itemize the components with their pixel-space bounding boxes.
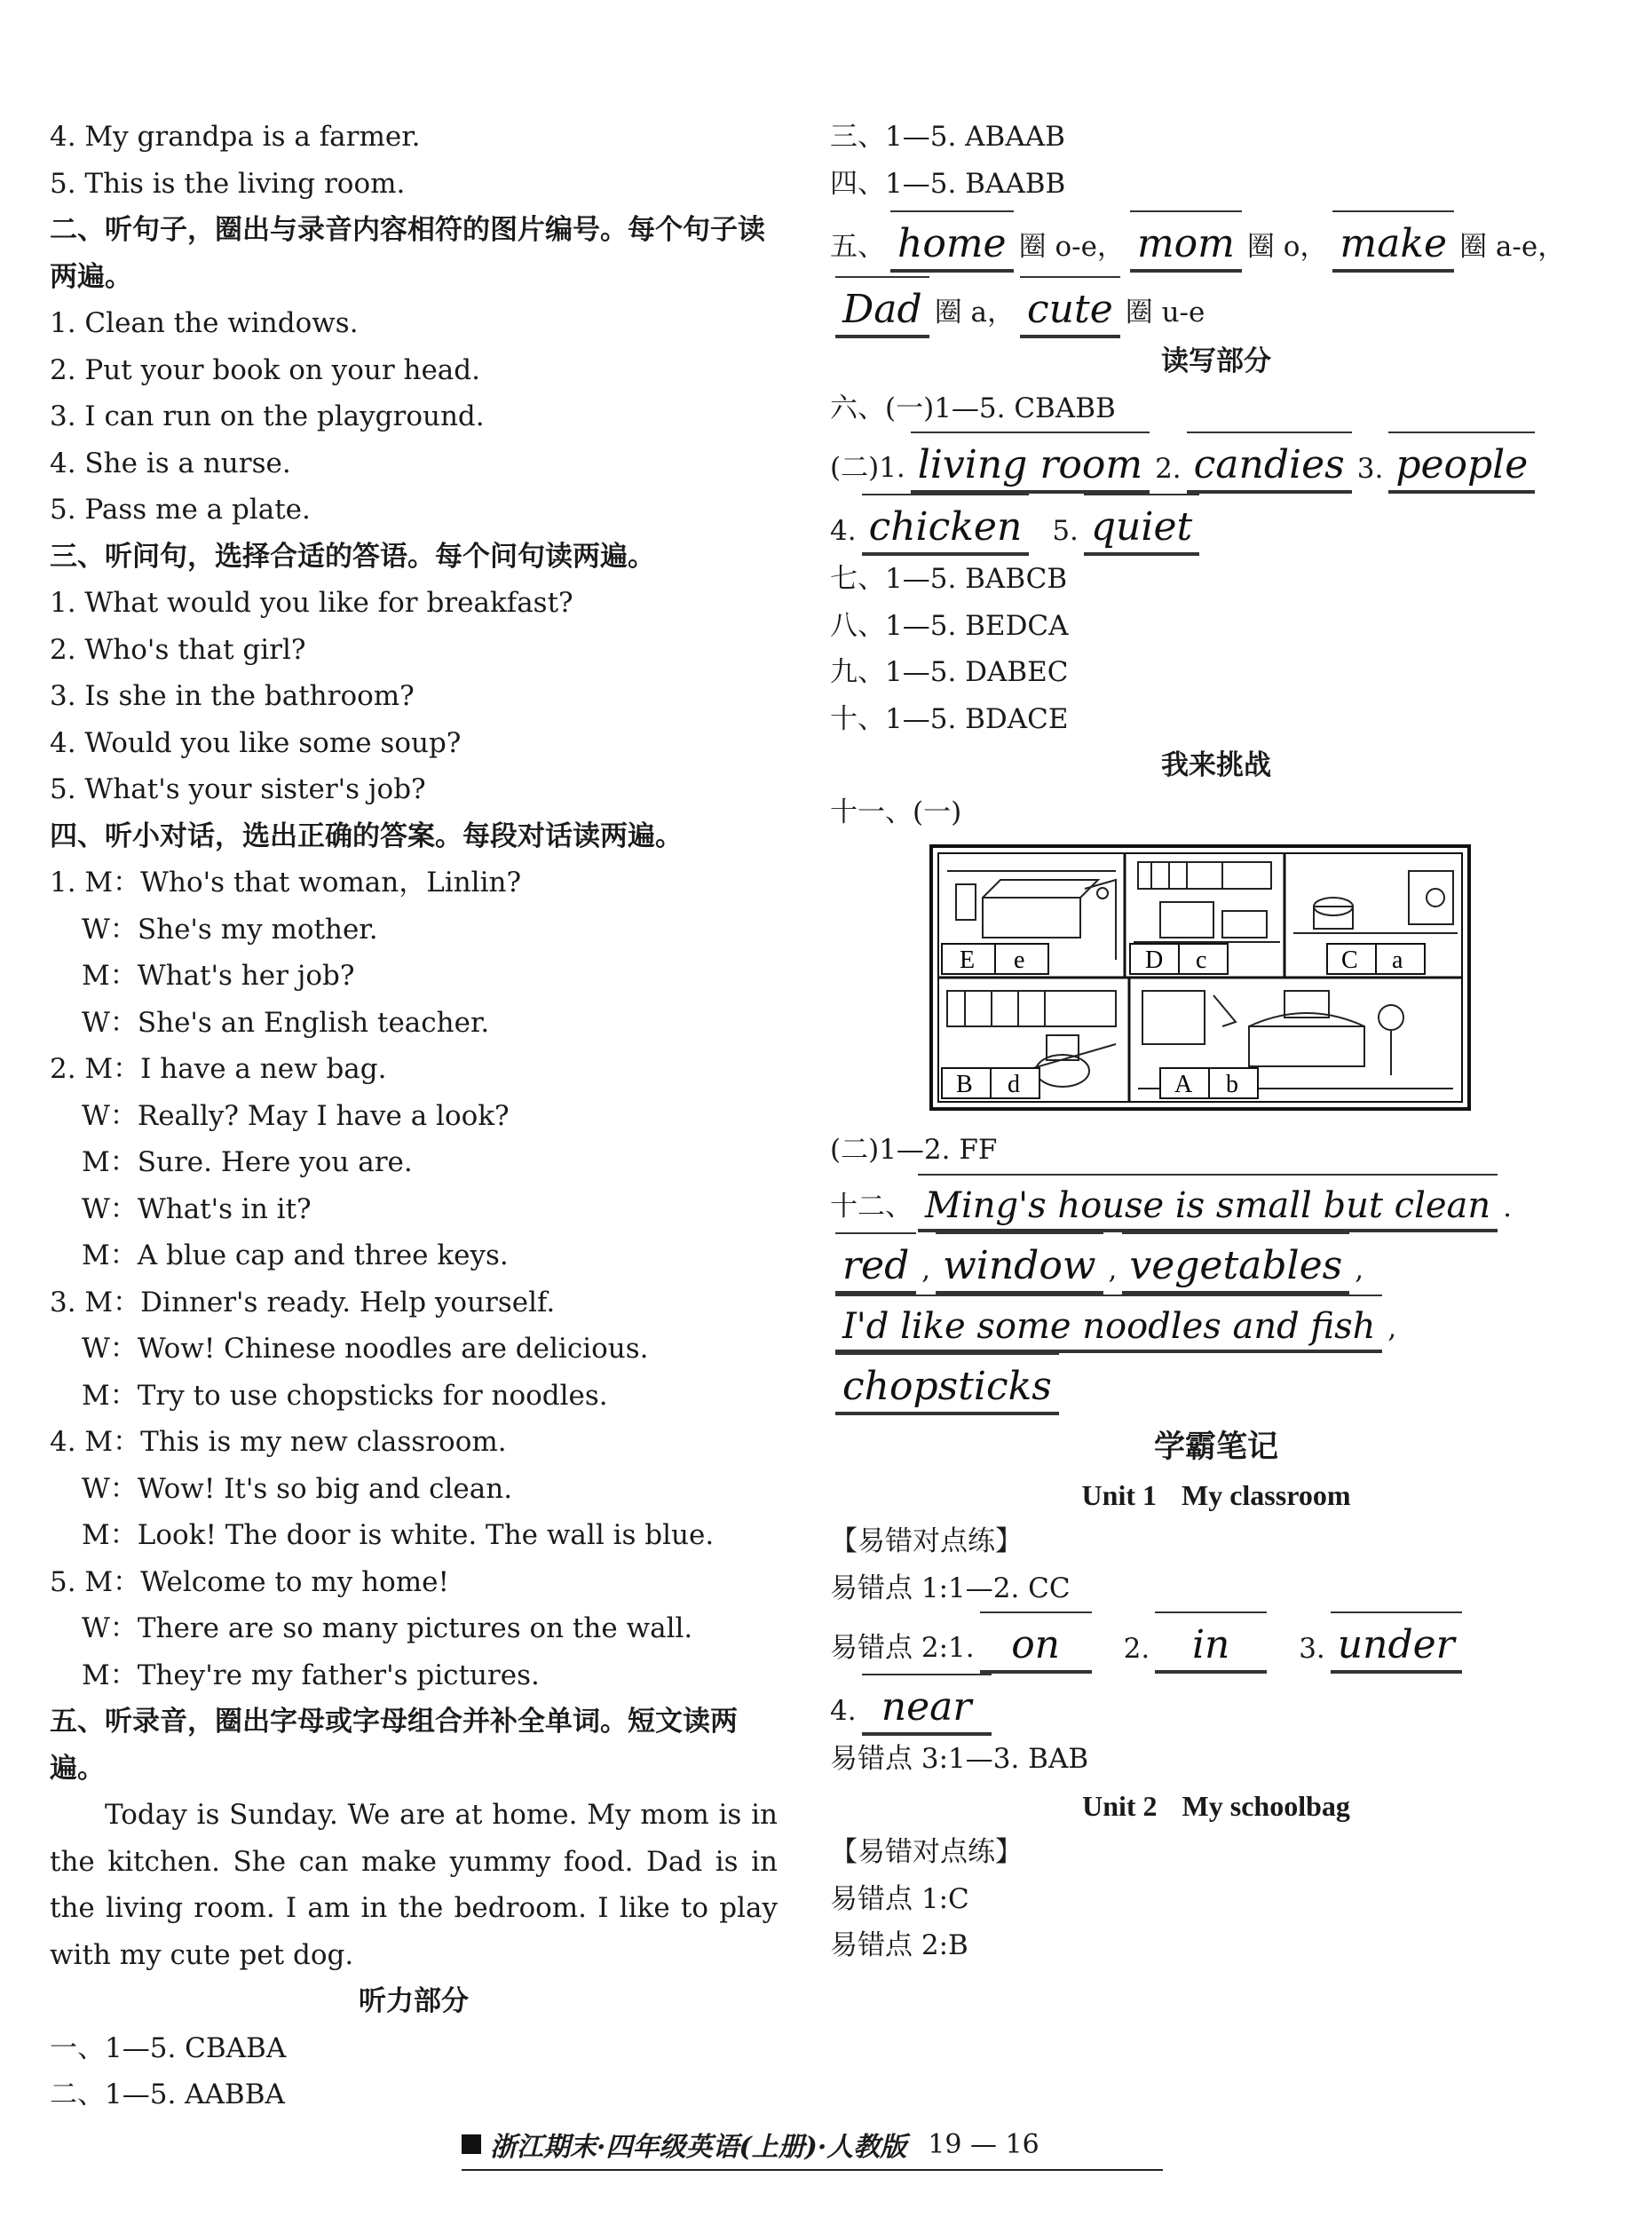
- page-number: 19 — 16: [928, 2128, 1039, 2160]
- answer-line: 二、1—5. AABBA: [50, 2079, 285, 2110]
- question-number: 2.: [1123, 1633, 1150, 1665]
- handwritten-answer: red: [835, 1232, 916, 1295]
- practice-label: 【易错对点练】: [830, 1525, 1023, 1557]
- handwritten-answer: in: [1155, 1611, 1267, 1674]
- answer-line: 九、1—5. DABEC: [830, 656, 1069, 688]
- circle-hint: 圈 a-e，: [1459, 231, 1566, 263]
- question-number: 十二、: [830, 1190, 913, 1223]
- answer-line: 一、1—5. CBABA: [50, 2031, 287, 2064]
- room-label: a: [1392, 946, 1403, 974]
- question-number: 五、: [830, 231, 885, 263]
- room-label: c: [1196, 946, 1207, 974]
- text-line: 4. My grandpa is a farmer.: [50, 121, 421, 153]
- dialogue-line: 1. M：Who's that woman，Linlin?: [50, 867, 522, 899]
- list-item: 1. What would you like for breakfast?: [50, 587, 573, 619]
- question-number: (二)1.: [830, 452, 905, 484]
- handwritten-answer: quiet: [1084, 494, 1199, 556]
- label-box: [1160, 1068, 1258, 1098]
- handwritten-answer: window: [936, 1232, 1103, 1295]
- unit-number: Unit 2: [1082, 1789, 1158, 1822]
- dialogue-line: 3. M：Dinner's ready. Help yourself.: [50, 1286, 556, 1318]
- notes-heading: 学霸笔记: [1153, 1429, 1278, 1465]
- page-footer: [462, 2125, 1163, 2171]
- question-number: 4.: [830, 1695, 857, 1727]
- right-column: [830, 114, 1602, 1969]
- unit-1-point-2-row-2: [830, 1674, 1602, 1736]
- unit-2-title: [830, 1783, 1602, 1830]
- list-item: 3. I can run on the playground.: [50, 400, 485, 432]
- dialogue-line: M：Try to use chopsticks for noodles.: [82, 1379, 608, 1412]
- dialogue-line: 4. M：This is my new classroom.: [50, 1426, 507, 1458]
- label-box: [942, 944, 1048, 974]
- unit-1-title: [830, 1472, 1602, 1519]
- punctuation: .: [1503, 1191, 1513, 1223]
- handwritten-answer: chopsticks: [835, 1353, 1059, 1415]
- handwritten-answer: candies: [1187, 432, 1352, 494]
- list-item: 5. What's your sister's job?: [50, 773, 426, 805]
- room-label: D: [1145, 946, 1164, 974]
- list-item: 2. Put your book on your head.: [50, 353, 480, 386]
- answer-line: 十一、(一): [830, 796, 962, 828]
- answer-line: 六、(一)1—5. CBABB: [830, 392, 1116, 424]
- dialogue-line: W：What's in it?: [82, 1192, 312, 1225]
- answer-line: 易错点 2:B: [830, 1929, 968, 1961]
- unit-1-point-2-row: [830, 1611, 1602, 1674]
- list-item: 3. Is she in the bathroom?: [50, 680, 415, 712]
- answer-line: (二)1—2. FF: [830, 1134, 998, 1166]
- dialogue-line: W：Wow! Chinese noodles are delicious.: [82, 1333, 649, 1365]
- dialogue-line: M：A blue cap and three keys.: [82, 1239, 509, 1271]
- dialogue-line: W：Wow! It's so big and clean.: [82, 1472, 513, 1505]
- dialogue-line: W：There are so many pictures on the wall.: [82, 1612, 693, 1644]
- label-box: [1327, 944, 1425, 974]
- dialogue-line: 2. M：I have a new bag.: [50, 1053, 387, 1085]
- unit-name: My schoolbag: [1182, 1789, 1350, 1822]
- answer-line: 易错点 1:1—2. CC: [830, 1572, 1071, 1604]
- footer-square-icon: [462, 2134, 481, 2154]
- handwritten-answer: make: [1332, 210, 1454, 273]
- room-label: B: [956, 1071, 973, 1098]
- handwritten-answer: on: [980, 1611, 1092, 1674]
- read-write-heading: 读写部分: [1161, 345, 1271, 377]
- label-box: [1130, 944, 1228, 974]
- circle-hint: 圈 o-e，: [1018, 231, 1125, 263]
- answer-five-row-2: [830, 276, 1602, 338]
- list-item: 4. Would you like some soup?: [50, 726, 462, 759]
- dialogue-line: 5. M：Welcome to my home!: [50, 1565, 449, 1598]
- answer-line: 七、1—5. BABCB: [830, 563, 1068, 595]
- answer-line: 易错点 3:1—3. BAB: [830, 1743, 1089, 1775]
- handwritten-answer: chicken: [862, 494, 1030, 556]
- room-label: e: [1014, 946, 1025, 974]
- answer-line: 三、1—5. ABAAB: [830, 121, 1065, 153]
- room-label: b: [1226, 1071, 1238, 1098]
- answer-six-row-1: [830, 432, 1602, 494]
- answer-line: 四、1—5. BAABB: [830, 167, 1066, 200]
- text-line: 5. This is the living room.: [50, 167, 406, 200]
- handwritten-answer: home: [890, 210, 1014, 273]
- room-label: C: [1341, 946, 1358, 974]
- answer-twelve-row-4: [830, 1353, 1602, 1415]
- unit-number: Unit 1: [1081, 1478, 1157, 1511]
- room-label: d: [1008, 1071, 1020, 1098]
- unit-name: My classroom: [1181, 1478, 1351, 1511]
- answer-six-row-2: [830, 494, 1602, 556]
- section-4-title: 四、听小对话，选出正确的答案。每段对话读两遍。: [50, 820, 683, 852]
- answer-five-row-1: [830, 210, 1602, 273]
- punctuation: ,: [1108, 1253, 1118, 1286]
- section-3-title: 三、听问句，选择合适的答语。每个问句读两遍。: [50, 540, 655, 573]
- handwritten-answer: vegetables: [1122, 1232, 1349, 1295]
- dialogue-line: W：She's an English teacher.: [82, 1006, 490, 1039]
- answer-twelve-row-2: [830, 1232, 1602, 1295]
- section-2-title: 二、听句子，圈出与录音内容相符的图片编号。每个句子读两遍。: [50, 214, 765, 293]
- question-number: 3.: [1299, 1633, 1325, 1665]
- dialogue-line: M：What's her job?: [82, 960, 355, 992]
- challenge-heading: 我来挑战: [1161, 749, 1271, 781]
- house-rooms-illustration: [929, 844, 1602, 1114]
- dialogue-line: M：Sure. Here you are.: [82, 1146, 413, 1178]
- question-number: 4.: [830, 515, 857, 547]
- footer-title: 浙江期末·四年级英语(上册)·人教版: [490, 2132, 907, 2163]
- dialogue-line: W：Really? May I have a look?: [82, 1099, 510, 1132]
- practice-label: 【易错对点练】: [830, 1836, 1023, 1868]
- handwritten-answer: living room: [911, 432, 1150, 494]
- dialogue-line: W：She's my mother.: [82, 913, 378, 946]
- list-item: 1. Clean the windows.: [50, 307, 359, 339]
- label-box: [942, 1068, 1039, 1098]
- question-number: 2.: [1155, 453, 1182, 485]
- list-item: 4. She is a nurse.: [50, 447, 291, 479]
- answer-twelve-row-1: [830, 1174, 1602, 1232]
- punctuation: ,: [1387, 1311, 1397, 1344]
- left-column: [50, 114, 778, 2118]
- dialogue-line: M：They're my father's pictures.: [82, 1659, 540, 1691]
- room-label: A: [1174, 1071, 1193, 1098]
- circle-hint: 圈 o，: [1246, 231, 1328, 263]
- listening-heading: 听力部分: [359, 1985, 469, 2017]
- section-5-title: 五、听录音，圈出字母或字母组合并补全单词。短文读两遍。: [50, 1706, 738, 1785]
- circle-hint: 圈 a，: [934, 297, 1016, 329]
- answer-line: 八、1—5. BEDCA: [830, 609, 1069, 642]
- room-label: E: [960, 946, 976, 974]
- handwritten-answer: mom: [1130, 210, 1242, 273]
- handwritten-answer: cute: [1020, 276, 1120, 338]
- handwritten-answer: near: [862, 1674, 992, 1736]
- list-item: 5. Pass me a plate.: [50, 494, 311, 526]
- handwritten-answer: Dad: [835, 276, 929, 338]
- question-number: 5.: [1052, 515, 1079, 547]
- answer-twelve-row-3: [830, 1295, 1602, 1353]
- handwritten-answer: people: [1388, 432, 1535, 494]
- circle-hint: 圈 u-e: [1125, 297, 1205, 329]
- punctuation: ,: [1355, 1253, 1364, 1286]
- handwritten-answer: I'd like some noodles and fish: [835, 1295, 1382, 1353]
- handwritten-answer: Ming's house is small but clean: [918, 1174, 1498, 1232]
- dialogue-line: M：Look! The door is white. The wall is blue.: [82, 1519, 715, 1551]
- punctuation: ,: [921, 1253, 931, 1286]
- question-number: 易错点 2:1.: [830, 1632, 975, 1664]
- list-item: 2. Who's that girl?: [50, 633, 306, 666]
- handwritten-answer: under: [1331, 1611, 1462, 1674]
- answer-line: 十、1—5. BDACE: [830, 702, 1069, 735]
- answer-line: 易错点 1:C: [830, 1882, 969, 1915]
- passage: Today is Sunday. We are at home. My mom is in the kitchen. She can make yummy food. Dad is in the living room. I am in the bedroom. I like to play with my cute pet dog.: [50, 1799, 778, 1971]
- house-drawing: [929, 844, 1471, 1111]
- question-number: 3.: [1356, 453, 1384, 485]
